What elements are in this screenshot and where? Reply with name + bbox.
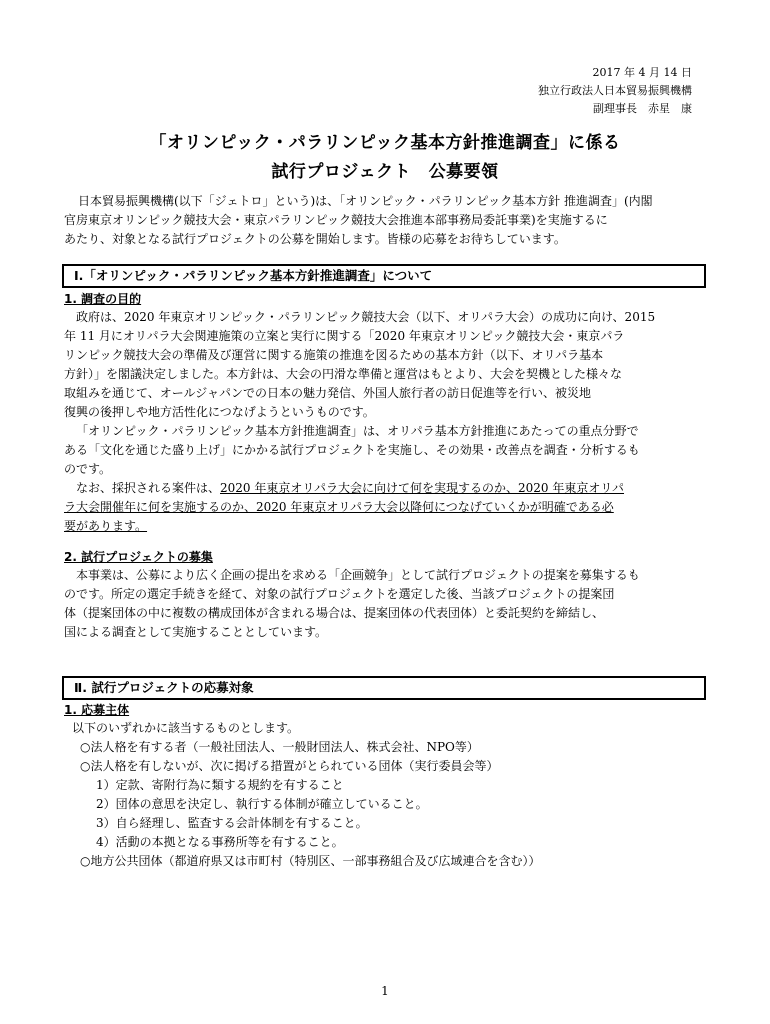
section-2-heading: Ⅱ. 試行プロジェクトの応募対象 [62, 676, 706, 700]
eligibility-item-3: ○地方公共団体（都道府県又は市町村（特別区、一部事務組合及び広域連合を含む）） [80, 854, 541, 868]
eligibility-condition-1: 1）定款、寄附行為に類する規約を有すること [96, 778, 344, 792]
document-title-line1: 「オリンピック・パラリンピック基本方針推進調査」に係る [149, 133, 621, 153]
purpose-p3-underlined-1: 2020 年東京オリパラ大会に向けて何を実現するのか、2020 年東京オリパ [220, 481, 625, 495]
purpose-p1-line2: 年 11 月にオリパラ大会関連施策の立案と実行に関する「2020 年東京オリンピック競技大会・東京パラ [64, 329, 625, 343]
document-title-line2: 試行プロジェクト 公募要領 [271, 162, 499, 182]
section-1-heading: Ⅰ.「オリンピック・パラリンピック基本方針推進調査」について [62, 264, 706, 288]
intro-line-2: 官房東京オリンピック競技大会・東京パラリンピック競技大会推進本部事務局委託事業)を実施するに [64, 213, 608, 227]
eligibility-intro: 以下のいずれかに該当するものとします。 [72, 721, 300, 735]
date: 2017 年 4 月 14 日 [592, 66, 692, 79]
eligibility-item-2: ○法人格を有しないが、次に掲げる措置がとられている団体（実行委員会等） [80, 759, 499, 773]
purpose-p3-lead: なお、採択される案件は、 [76, 481, 221, 495]
purpose-p1-line4: 方針）」を閣議決定しました。本方針は、大会の円滑な準備と運営はもとより、大会を契機とした様々な [64, 367, 623, 381]
purpose-p3-line1 [76, 479, 624, 497]
section-1-sub-2-heading: 2. 試行プロジェクトの募集 [64, 550, 213, 564]
recruit-line1: 本事業は、公募により広く企画の提出を求める「企画競争」として試行プロジェクトの提案を募集するも [76, 568, 640, 582]
eligibility-condition-3: 3）自ら経理し、監査する会計体制を有すること。 [96, 816, 368, 830]
organization-name: 独立行政法人日本貿易振興機構 [538, 84, 692, 97]
purpose-p3-underlined-3: 要があります。 [64, 519, 148, 533]
recruit-line3: 体（提案団体の中に複数の構成団体が含まれる場合は、提案団体の代表団体）と委託契約を締結し、 [64, 606, 605, 620]
purpose-p2-line2: ある「文化を通じた盛り上げ」にかかる試行プロジェクトを実施し、その効果・改善点を調査・分析するも [64, 443, 640, 457]
intro-line-1: 日本貿易振興機構(以下「ジェトロ」という)は、「オリンピック・パラリンピック基本方針 推進調査」(内閣 [78, 194, 653, 208]
purpose-p3-underlined-2: ラ大会開催年に何を実施するのか、2020 年東京オリパラ大会以降何につなげていくかが明確である必 [64, 500, 614, 514]
intro-line-3: あたり、対象となる試行プロジェクトの公募を開始します。皆様の応募をお待ちしています。 [64, 232, 566, 246]
eligibility-condition-2: 2）団体の意思を決定し、執行する体制が確立していること。 [96, 797, 428, 811]
recruit-line2: のです。所定の選定手続きを経て、対象の試行プロジェクトを選定した後、当該プロジェクトの提案団 [64, 587, 615, 601]
purpose-p2-line3: のです。 [64, 462, 112, 476]
eligibility-condition-4: 4）活動の本拠となる事務所等を有すること。 [96, 835, 344, 849]
section-1-sub-1-heading: 1. 調査の目的 [64, 292, 142, 306]
purpose-p1-line6: 復興の後押しや地方活性化につなげようというものです。 [64, 405, 375, 419]
section-2-sub-1-heading: 1. 応募主体 [64, 703, 130, 717]
recruit-line4: 国による調査として実施することとしています。 [64, 625, 328, 639]
signatory: 副理事長 赤星 康 [593, 102, 692, 115]
purpose-p1-line1: 政府は、2020 年東京オリンピック・パラリンピック競技大会（以下、オリパラ大会）の成功に向け、2015 [76, 310, 656, 324]
eligibility-item-1: ○法人格を有する者（一般社団法人、一般財団法人、株式会社、NPO等） [80, 740, 479, 754]
purpose-p1-line3: リンピック競技大会の準備及び運営に関する施策の推進を図るための基本方針（以下、オリパラ基本 [64, 348, 604, 362]
purpose-p2-line1: 「オリンピック・パラリンピック基本方針推進調査」は、オリパラ基本方針推進にあたっての重点分野で [76, 424, 639, 438]
purpose-p1-line5: 取組みを通じて、オールジャパンでの日本の魅力発信、外国人旅行者の訪日促進等を行い、被災地 [64, 386, 591, 400]
page-number: 1 [381, 984, 389, 998]
